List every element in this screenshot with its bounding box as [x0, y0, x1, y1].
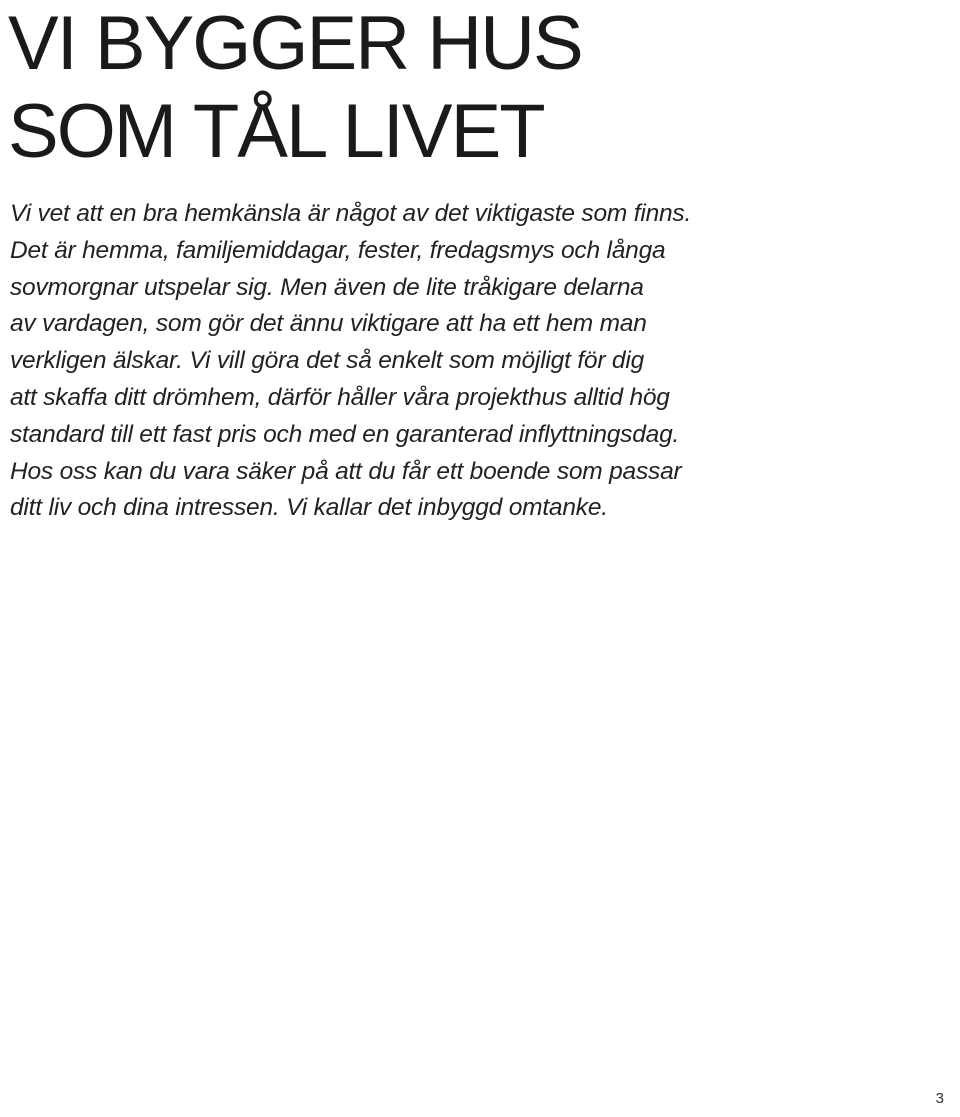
intro-line: av vardagen, som gör det ännu viktigare att ha ett hem man: [10, 310, 647, 338]
intro-line: verkligen älskar. Vi vill göra det så enkelt som möjligt för dig: [10, 347, 645, 375]
intro-line: standard till ett fast pris och med en garanterad inflyttningsdag.: [10, 420, 680, 448]
intro-line: ditt liv och dina intressen. Vi kallar det inbyggd omtanke.: [10, 494, 608, 522]
intro-line: att skaffa ditt drömhem, därför håller våra projekthus alltid hög: [10, 383, 670, 411]
intro-line: Vi vet att en bra hemkänsla är något av det viktigaste som finns.: [10, 200, 692, 227]
page-title: [8, 0, 582, 176]
intro-line: Det är hemma, familjemiddagar, fester, fredagsmys och långa: [10, 236, 666, 264]
title-line-1: VI BYGGER HUS: [8, 1, 582, 86]
page-number: 3: [935, 1090, 944, 1107]
title-line-2: SOM TÅL LIVET: [8, 89, 544, 174]
intro-line: Hos oss kan du vara säker på att du får ett boende som passar: [10, 457, 682, 485]
intro-line: sovmorgnar utspelar sig. Men även de lite tråkigare delarna: [10, 273, 644, 301]
intro-paragraph: [10, 196, 770, 527]
